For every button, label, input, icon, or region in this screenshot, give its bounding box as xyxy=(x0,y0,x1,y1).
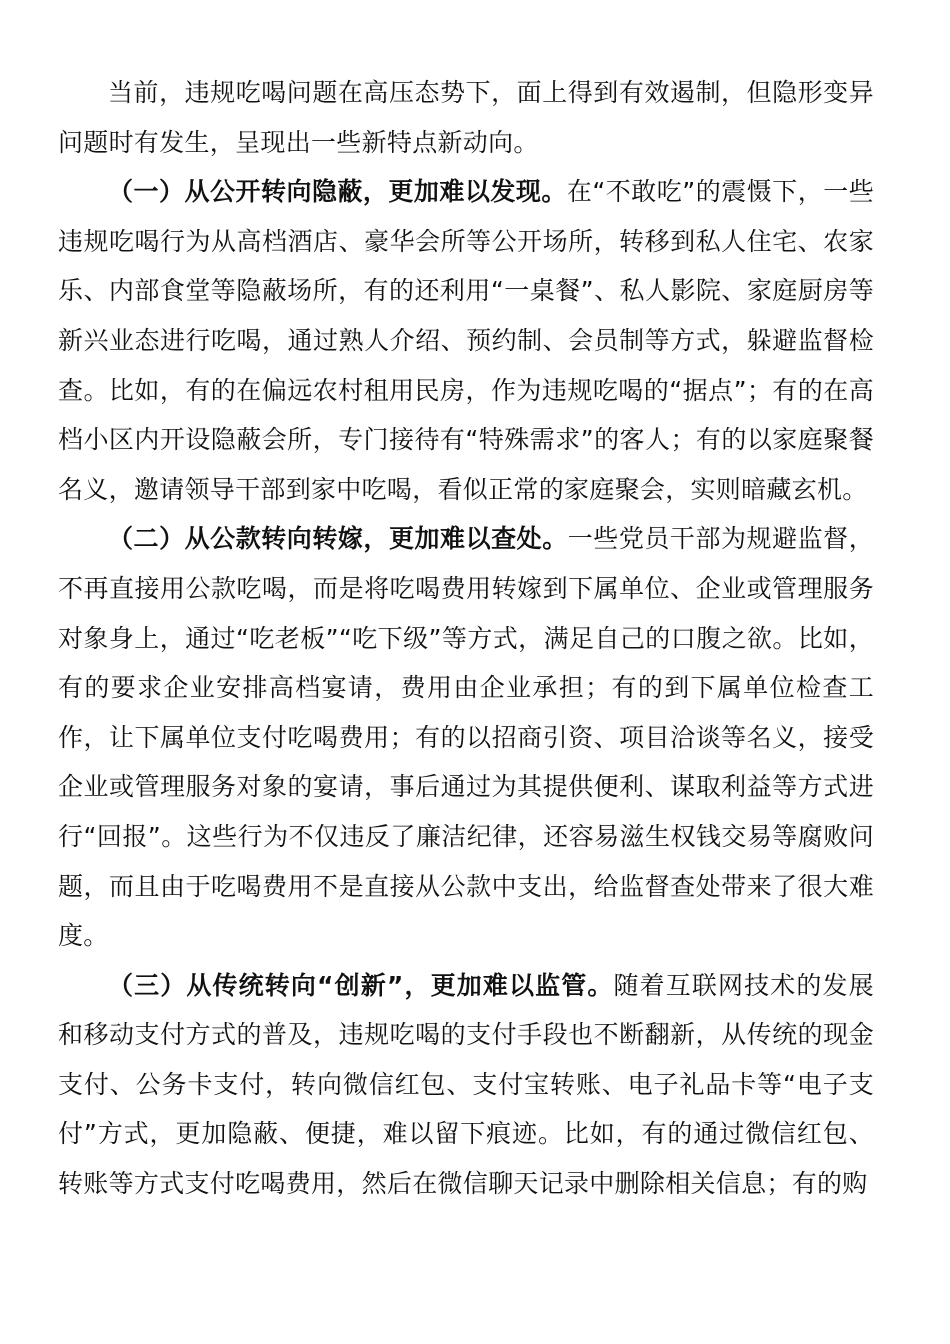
section-1-text: 在“不敢吃”的震慑下，一些违规吃喝行为从高档酒店、豪华会所等公开场所，转移到私人住宅、农家乐、内部食堂等隐蔽场所，有的还利用“一桌餐”、私人影院、家庭厨房等新兴业态进行吃喝，通过熟人介绍、预约制、会员制等方式，躲避监督检查。比如，有的在偏远农村租用民房，作为违规吃喝的“据点”；有的在高档小区内开设隐蔽会所，专门接待有“特殊需求”的客人；有的以家庭聚餐名义，邀请领导干部到家中吃喝，看似正常的家庭聚会，实则暗藏玄机。 xyxy=(58,177,874,504)
paragraph-section-3 xyxy=(58,961,874,1209)
section-3-heading: （三）从传统转向“创新”，更加难以监管。 xyxy=(108,970,614,1000)
section-2-text: 一些党员干部为规避监督，不再直接用公款吃喝，而是将吃喝费用转嫁到下属单位、企业或管理服务对象身上，通过“吃老板”“吃下级”等方式，满足自己的口腹之欲。比如，有的要求企业安排高档宴请，费用由企业承担；有的到下属单位检查工作，让下属单位支付吃喝费用；有的以招商引资、项目洽谈等名义，接受企业或管理服务对象的宴请，事后通过为其提供便利、谋取利益等方式进行“回报”。这些行为不仅违反了廉洁纪律，还容易滋生权钱交易等腐败问题，而且由于吃喝费用不是直接从公款中支出，给监督查处带来了很大难度。 xyxy=(58,524,875,951)
section-1-heading: （一）从公开转向隐蔽，更加难以发现。 xyxy=(108,177,567,207)
paragraph-section-1 xyxy=(58,167,874,514)
paragraph-text: 当前，违规吃喝问题在高压态势下，面上得到有效遏制，但隐形变异问题时有发生，呈现出一些新特点新动向。 xyxy=(58,78,874,157)
section-2-heading: （二）从公款转向转嫁，更加难以查处。 xyxy=(108,524,568,554)
document-body xyxy=(58,68,874,1209)
section-3-text: 随着互联网技术的发展和移动支付方式的普及，违规吃喝的支付手段也不断翻新，从传统的现金支付、公务卡支付，转向微信红包、支付宝转账、电子礼品卡等“电子支付”方式，更加隐蔽、便捷，难以留下痕迹。比如，有的通过微信红包、转账等方式支付吃喝费用，然后在微信聊天记录中删除相关信息；有的购 xyxy=(58,970,874,1199)
paragraph-intro xyxy=(58,68,874,167)
paragraph-section-2 xyxy=(58,514,874,960)
